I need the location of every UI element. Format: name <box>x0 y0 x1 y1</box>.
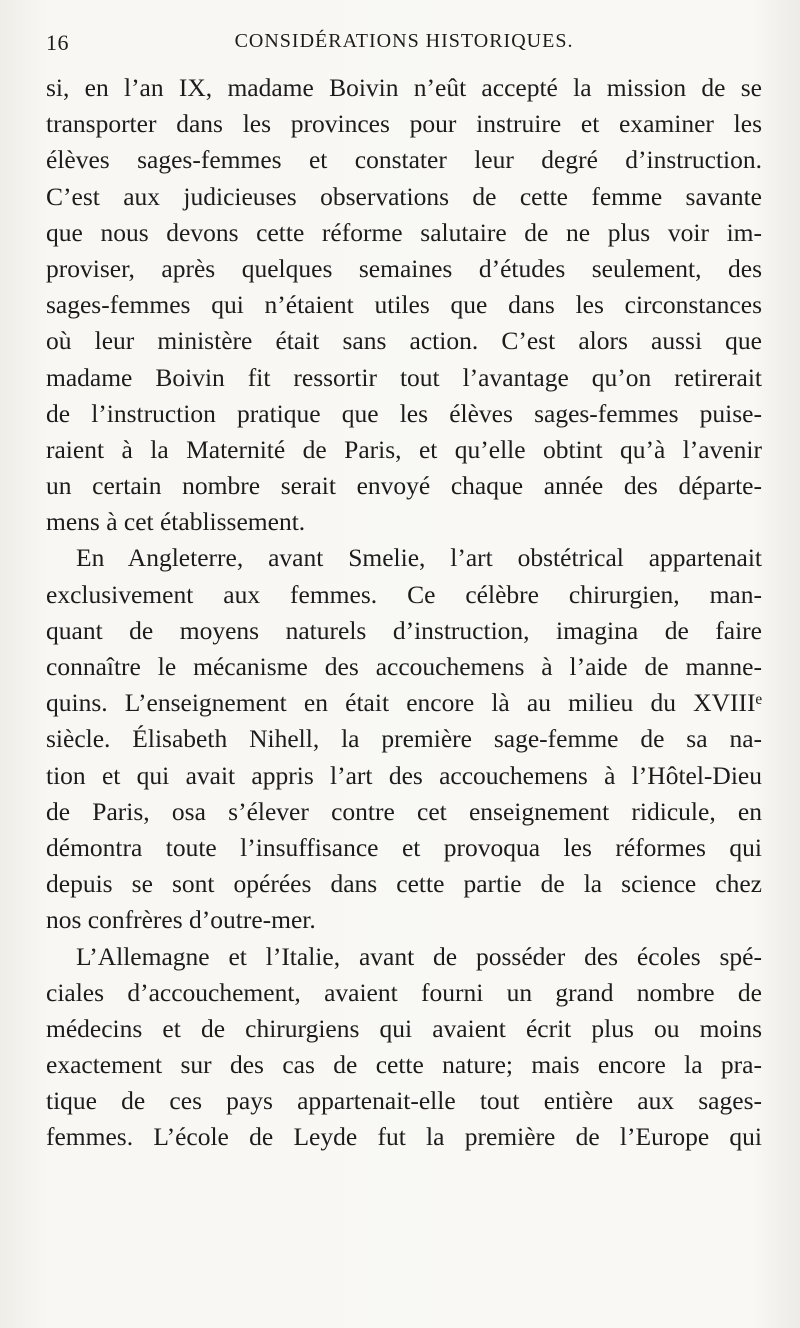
text-line: madame Boivin fit ressortir tout l’avantage qu’on retirerait <box>46 362 762 392</box>
text-line: où leur ministère était sans action. C’est alors aussi que <box>46 326 762 356</box>
text-line: transporter dans les provinces pour instruire et examiner les <box>46 109 762 139</box>
text-line: si, en l’an IX, madame Boivin n’eût accepté la mission de se <box>46 73 762 102</box>
text-line: médecins et de chirurgiens qui avaient écrit plus ou moins <box>46 1013 762 1043</box>
text-line: raient à la Maternité de Paris, et qu’elle obtint qu’à l’avenir <box>46 434 762 464</box>
page-number: 16 <box>46 30 69 55</box>
text-line: En Angleterre, avant Smelie, l’art obstétrical appartenait <box>76 543 762 573</box>
text-line: de l’instruction pratique que les élèves sages-femmes puise- <box>46 398 762 428</box>
text-line: quins. L’enseignement en était encore là au milieu du XVIIIᵉ <box>46 688 762 718</box>
text-line: proviser, après quelques semaines d’études seulement, des <box>46 253 762 283</box>
text-line: nos confrères d’outre-mer. <box>46 905 316 935</box>
text-line: un certain nombre serait envoyé chaque année des départe- <box>46 471 762 501</box>
text-line: quant de moyens naturels d’instruction, imagina de faire <box>46 615 762 645</box>
text-line: ciales d’accouchement, avaient fourni un grand nombre de <box>46 977 762 1007</box>
text-line: exactement sur des cas de cette nature; mais encore la pra- <box>46 1050 762 1080</box>
text-line: démontra toute l’insuffisance et provoqua les réformes qui <box>46 832 762 862</box>
body-text <box>46 70 762 1156</box>
page-header <box>46 30 762 64</box>
text-line: exclusivement aux femmes. Ce célèbre chirurgien, man- <box>46 579 762 609</box>
text-line: sages-femmes qui n’étaient utiles que dans les circonstances <box>46 290 762 320</box>
text-line: C’est aux judicieuses observations de cette femme savante <box>46 181 762 211</box>
text-line: élèves sages-femmes et constater leur degré d’instruction. <box>46 145 762 175</box>
text-line: que nous devons cette réforme salutaire de ne plus voir im- <box>46 217 762 247</box>
text-line: mens à cet établissement. <box>46 507 306 537</box>
running-head: CONSIDÉRATIONS HISTORIQUES. <box>234 30 574 52</box>
text-line: siècle. Élisabeth Nihell, la première sage-femme de sa na- <box>46 724 762 754</box>
text-line: tion et qui avait appris l’art des accouchemens à l’Hôtel-Dieu <box>46 760 762 790</box>
text-line: de Paris, osa s’élever contre cet enseignement ridicule, en <box>46 796 762 826</box>
text-line: depuis se sont opérées dans cette partie de la science chez <box>46 869 762 899</box>
text-line: femmes. L’école de Leyde fut la première de l’Europe qui <box>46 1122 762 1152</box>
text-line: L’Allemagne et l’Italie, avant de posséder des écoles spé- <box>76 941 762 971</box>
text-line: tique de ces pays appartenait-elle tout entière aux sages- <box>46 1086 762 1116</box>
text-line: connaître le mécanisme des accouchemens à l’aide de manne- <box>46 652 762 681</box>
